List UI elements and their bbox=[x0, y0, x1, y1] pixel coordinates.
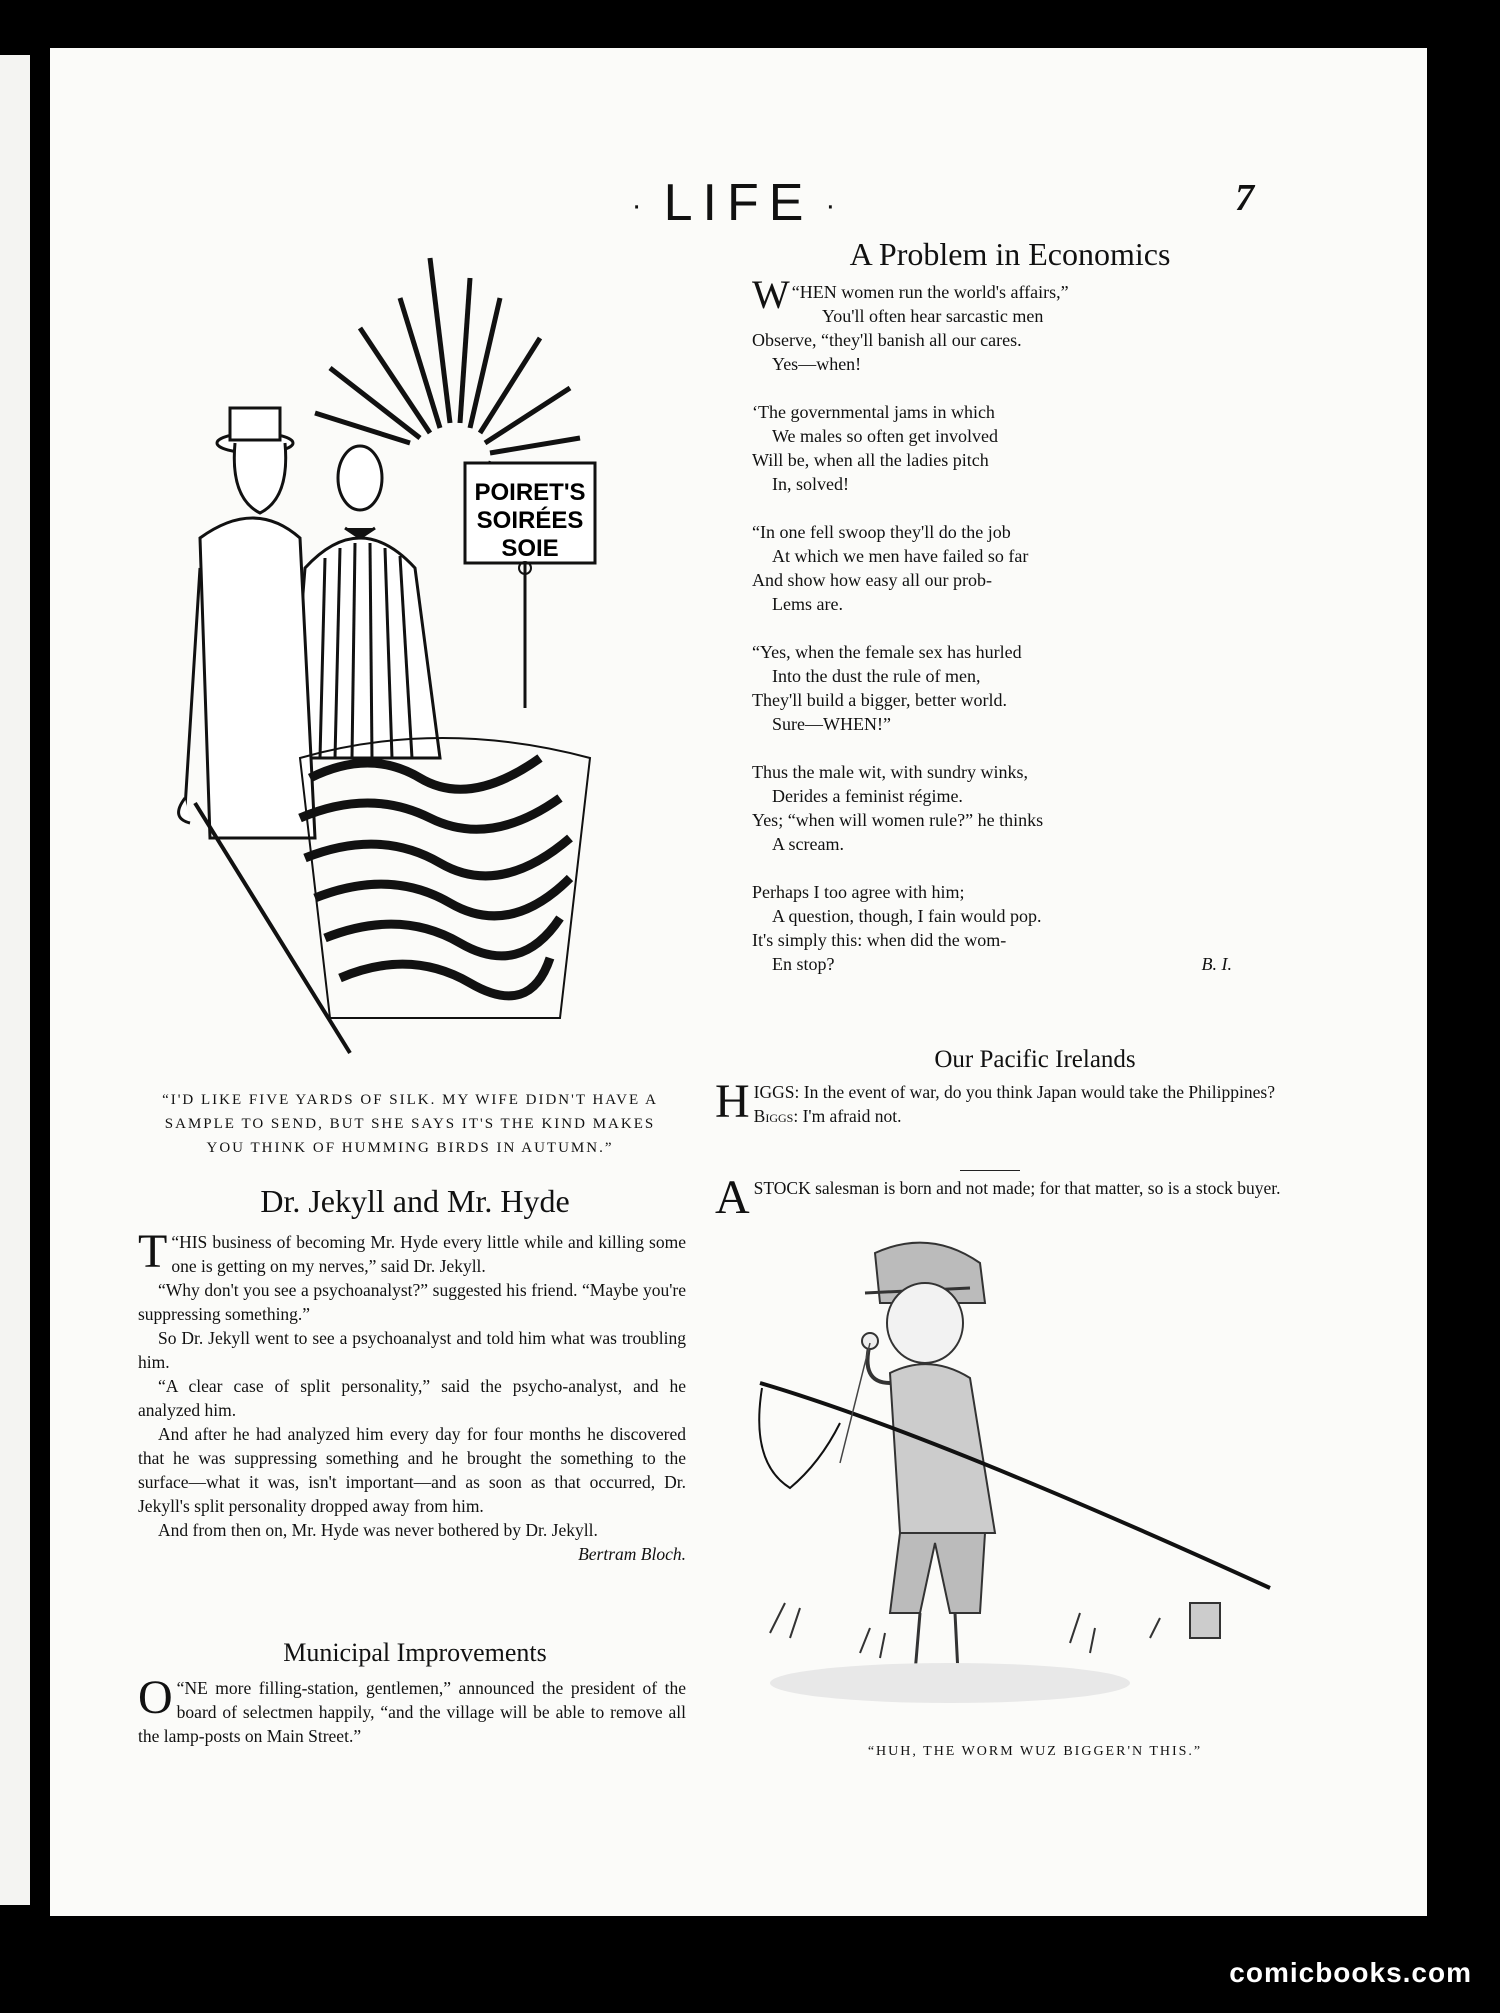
pacific-dialogue bbox=[715, 1075, 1315, 1128]
jekyll-paragraph-4: “A clear case of split personality,” said the psycho-analyst, and he analyzed him. bbox=[138, 1376, 686, 1420]
masthead-title: LIFE bbox=[663, 174, 814, 232]
jekyll-title: Dr. Jekyll and Mr. Hyde bbox=[260, 1183, 570, 1219]
pacific-line-1: In the event of war, do you think Japan would take the Philippines? bbox=[803, 1082, 1275, 1102]
striped-silk bbox=[300, 758, 570, 996]
municipal-story bbox=[138, 1671, 686, 1748]
page-number: 7 bbox=[1235, 177, 1254, 219]
pacific-speaker-2: Biggs: bbox=[753, 1106, 799, 1126]
sign-line-1: POIRET'S bbox=[474, 479, 586, 506]
economics-poem bbox=[752, 272, 1272, 1000]
pacific-line-2: I'm afraid not. bbox=[802, 1106, 902, 1126]
masthead: · LIFE · bbox=[631, 174, 846, 232]
stanza-2: ‘The governmental jams in which We males so often get involved Will be, when all the ladies pitch In, solved! bbox=[752, 402, 998, 494]
economics-title: A Problem in Economics bbox=[849, 236, 1171, 272]
section-divider bbox=[960, 1170, 1020, 1171]
previous-page-edge bbox=[0, 55, 30, 1905]
stanza-5: Thus the male wit, with sundry winks, Derides a feminist régime. Yes; “when will women rule?” he thinks A scream. bbox=[752, 762, 1044, 854]
stock-lead: STOCK bbox=[753, 1178, 811, 1198]
fishing-caption: “HUH, THE WORM WUZ BIGGER'N THIS.” bbox=[867, 1744, 1203, 1759]
sign-line-3: SOIE bbox=[501, 535, 559, 562]
fishing-boy-illustration bbox=[730, 1233, 1290, 1713]
sign-line-2: SOIRÉES bbox=[476, 507, 584, 534]
jekyll-paragraph-1: “HIS business of becoming Mr. Hyde every little while and killing some one is getting on my nerves,” said Dr. Jekyll. bbox=[171, 1232, 686, 1276]
stanza-6: Perhaps I too agree with him; A question, though, I fain would pop. It's simply this: when did the wom- En stop? B. I. bbox=[752, 882, 1232, 974]
stock-joke bbox=[715, 1171, 1315, 1224]
clerk-figure bbox=[290, 446, 440, 758]
poiret-caption: “I'D LIKE FIVE YARDS OF SILK. MY WIFE DIDN'T HAVE A SAMPLE TO SEND, BUT SHE SAYS IT'S THE KIND MAKES YOU THINK OF HUMMING BIRDS IN AUTUMN.” bbox=[162, 1092, 658, 1156]
jekyll-story bbox=[138, 1225, 686, 1566]
pacific-speaker-1: IGGS: bbox=[753, 1082, 800, 1102]
pacific-title: Our Pacific Irelands bbox=[934, 1046, 1136, 1073]
municipal-dropcap: O bbox=[138, 1671, 173, 1724]
jekyll-paragraph-5: And after he had analyzed him every day for four months he discovered that he was suppressing something and he brought the something to the surface—what it was, isn't important—and as soon as that occurred, Dr. Jekyll's split personality dropped away from him. bbox=[138, 1424, 686, 1516]
pacific-dropcap: H bbox=[715, 1075, 750, 1128]
stock-text: salesman is born and not made; for that matter, so is a stock buyer. bbox=[815, 1178, 1281, 1198]
magazine-page bbox=[50, 48, 1427, 1916]
stock-dropcap: A bbox=[715, 1171, 750, 1224]
municipal-title: Municipal Improvements bbox=[283, 1638, 547, 1667]
stanza-3: “In one fell swoop they'll do the job At which we men have failed so far And show how easy all our prob- Lems are. bbox=[752, 522, 1029, 614]
jekyll-author: Bertram Bloch. bbox=[578, 1544, 686, 1564]
stanza-1: W “HEN women run the world's affairs,” You'll often hear sarcastic men Observe, “they'll banish all our cares. Yes—when! bbox=[752, 272, 1069, 374]
municipal-text: “NE more filling-station, gentlemen,” announced the president of the board of selectmen happily, “and the village will be able to remove all the lamp-posts on Main Street.” bbox=[138, 1678, 686, 1746]
boy-figure bbox=[862, 1243, 995, 1673]
jekyll-paragraph-2: “Why don't you see a psychoanalyst?” suggested his friend. “Maybe you're suppressing something.” bbox=[138, 1280, 686, 1324]
poiret-cartoon-illustration bbox=[140, 238, 720, 1058]
site-watermark: comicbooks.com bbox=[1229, 1957, 1472, 1988]
economics-dropcap: W bbox=[752, 272, 790, 317]
bait-can bbox=[1190, 1603, 1220, 1638]
stanza-4: “Yes, when the female sex has hurled Into the dust the rule of men, They'll build a bigger, better world. Sure—WHEN!” bbox=[752, 642, 1022, 734]
jekyll-paragraph-6: And from then on, Mr. Hyde was never bothered by Dr. Jekyll. bbox=[158, 1520, 598, 1540]
jekyll-dropcap: T bbox=[138, 1225, 168, 1278]
economics-author: B. I. bbox=[1201, 954, 1232, 974]
jekyll-paragraph-3: So Dr. Jekyll went to see a psychoanalyst and told him what was troubling him. bbox=[138, 1328, 686, 1372]
fishing-pole bbox=[760, 1383, 1270, 1588]
